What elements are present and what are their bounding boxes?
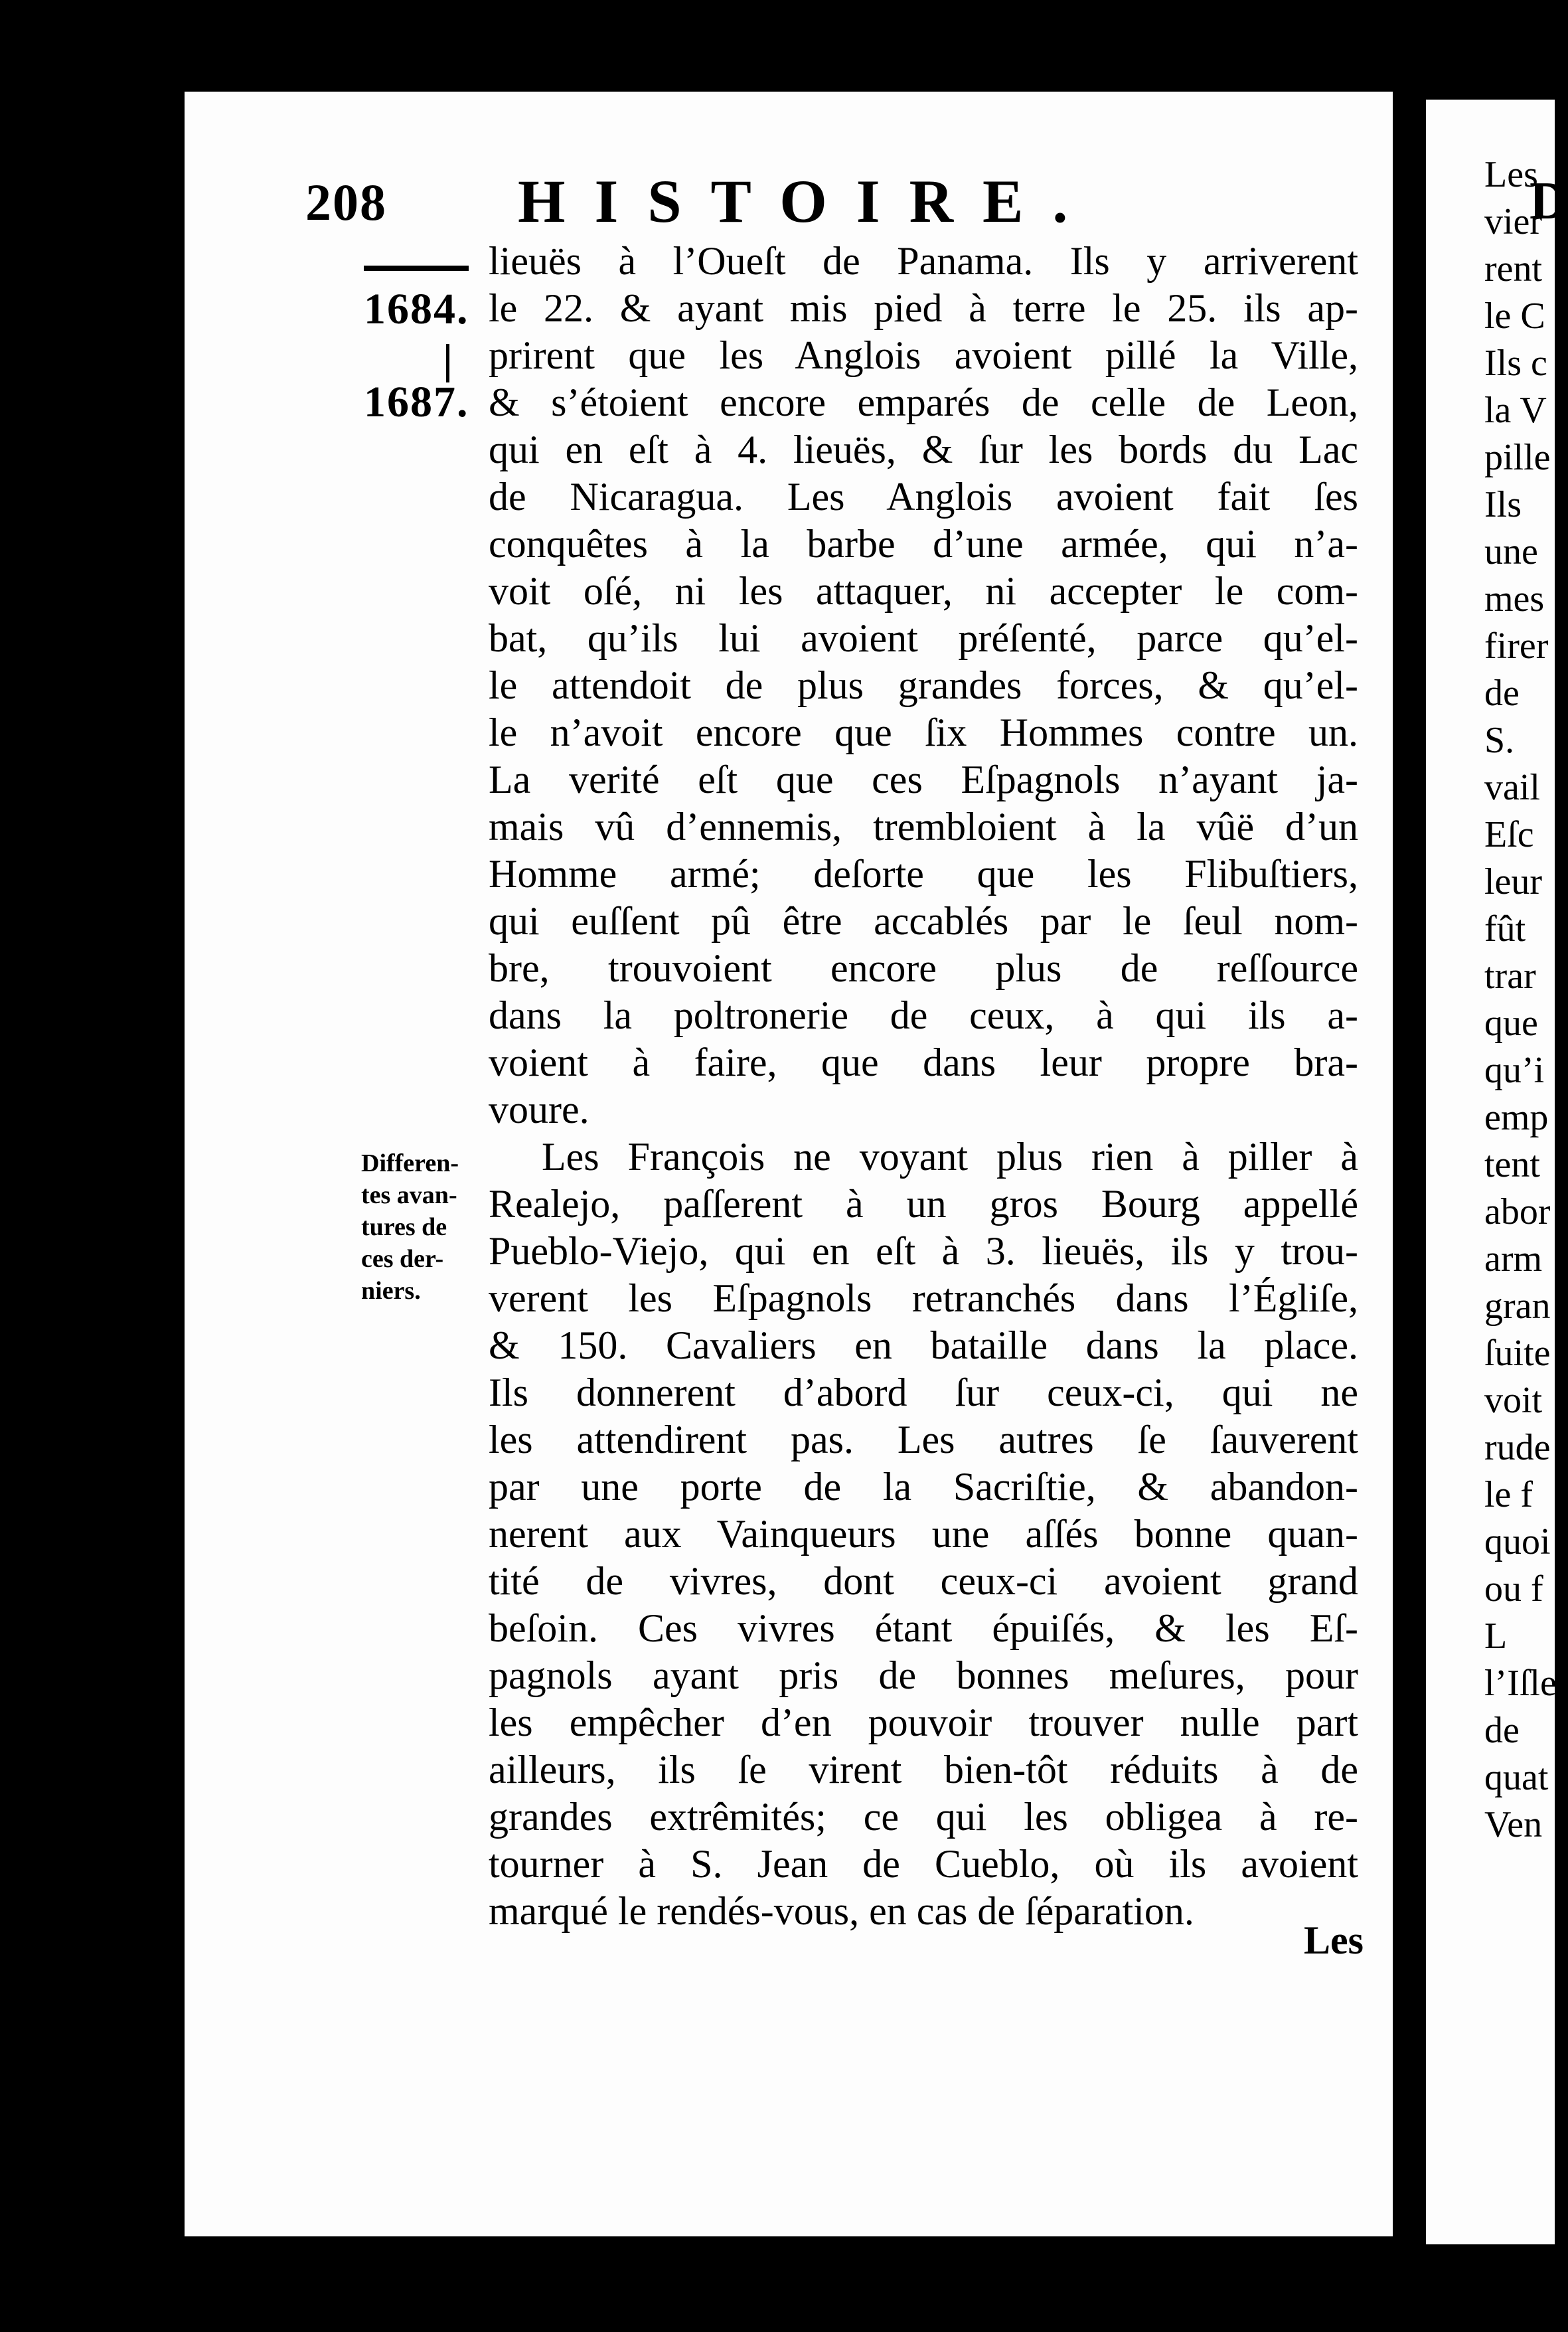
text-line: prirent que les Anglois avoient pillé la Ville, xyxy=(489,333,1358,377)
right-page-line: vier xyxy=(1484,201,1543,242)
text-line: bat, qu’ils lui avoient préſenté, parce qu’el- xyxy=(489,616,1358,660)
text-line: & s’étoient encore emparés de celle de Leon, xyxy=(489,380,1358,424)
text-line: nerent aux Vainqueurs une aſſés bonne quan- xyxy=(489,1512,1358,1556)
text-line: beſoin. Ces vivres étant épuiſés, & les Eſ- xyxy=(489,1606,1358,1650)
margin-note-line: tes avan- xyxy=(361,1181,457,1209)
text-line: voient à faire, que dans leur propre bra- xyxy=(489,1041,1358,1084)
text-line: qui euſſent pû être accablés par le ſeul nom- xyxy=(489,899,1358,943)
right-page-line: une xyxy=(1484,531,1538,572)
right-page-line: L xyxy=(1484,1616,1508,1657)
right-page-line: voit xyxy=(1484,1380,1543,1421)
catchword: Les xyxy=(1304,1918,1364,1962)
right-page-line: ou f xyxy=(1484,1568,1543,1610)
text-line: lieuës à l’Oueſt de Panama. Ils y arriverent xyxy=(489,239,1358,283)
text-line: Les François ne voyant plus rien à piller à xyxy=(542,1135,1358,1179)
text-line: mais vû d’ennemis, trembloient à la vûë d’un xyxy=(489,805,1358,849)
text-line: par une porte de la Sacriſtie, & abandon- xyxy=(489,1465,1358,1509)
right-page-head: D xyxy=(1529,172,1568,230)
right-page-line: S. xyxy=(1484,720,1515,761)
text-line: les empêcher d’en pouvoir trouver nulle part xyxy=(489,1701,1358,1744)
text-line: & 150. Cavaliers en bataille dans la place. xyxy=(489,1323,1358,1367)
right-page-line: quoi xyxy=(1484,1521,1551,1562)
margin-note-line: ces der- xyxy=(361,1245,444,1273)
right-page-text xyxy=(1484,151,1557,1849)
page-number: 208 xyxy=(305,173,387,231)
running-title: HISTOIRE. xyxy=(518,167,1097,235)
text-line: de Nicaragua. Les Anglois avoient fait ſes xyxy=(489,475,1358,519)
text-line: La verité eſt que ces Eſpagnols n’ayant ja- xyxy=(489,758,1358,801)
right-page-line: tent xyxy=(1484,1144,1540,1185)
year-rule xyxy=(364,266,469,271)
year-start: 1684. xyxy=(364,285,469,333)
text-line: le attendoit de plus grandes forces, & qu’el- xyxy=(489,663,1358,707)
right-page-line: que xyxy=(1484,1003,1538,1044)
text-line: Homme armé; deſorte que les Flibuſtiers, xyxy=(489,852,1358,896)
body-text xyxy=(489,238,1358,1935)
text-line: le n’avoit encore que ſix Hommes contre un. xyxy=(489,710,1358,754)
right-page-line: Les xyxy=(1484,154,1538,195)
right-page-line: gran xyxy=(1484,1286,1551,1327)
text-line: qui en eſt à 4. lieuës, & ſur les bords du Lac xyxy=(489,428,1358,471)
right-page-line: firer xyxy=(1484,625,1549,667)
right-page-line: Ven xyxy=(1484,1804,1543,1845)
text-line: Pueblo-Viejo, qui en eſt à 3. lieuës, ils y trou- xyxy=(489,1229,1358,1273)
right-page-line: le f xyxy=(1484,1474,1533,1515)
right-page-line: vail xyxy=(1484,767,1540,808)
right-page-line: la V xyxy=(1484,390,1547,431)
right-page-line: de xyxy=(1484,1710,1520,1751)
margin-note-line: Differen- xyxy=(361,1149,459,1177)
text-line: marqué le rendés-vous, en cas de ſéparation. xyxy=(489,1889,1194,1933)
text-line: tourner à S. Jean de Cueblo, où ils avoient xyxy=(489,1842,1358,1886)
right-page-line: arm xyxy=(1484,1238,1543,1280)
right-page-line: fût xyxy=(1484,908,1526,950)
right-page-line: Ils c xyxy=(1484,343,1547,384)
right-page-line: l’Iſle xyxy=(1484,1663,1557,1704)
text-line: Ils donnerent d’abord ſur ceux-ci, qui ne xyxy=(489,1371,1358,1414)
text-line: pagnols ayant pris de bonnes meſures, pour xyxy=(489,1653,1358,1697)
running-head xyxy=(305,166,1368,239)
margin-note-line: niers. xyxy=(361,1277,421,1305)
right-page-line: mes xyxy=(1484,578,1545,620)
text-line: dans la poltronerie de ceux, à qui ils a- xyxy=(489,993,1358,1037)
text-line: tité de vivres, dont ceux-ci avoient grand xyxy=(489,1559,1358,1603)
text-line: grandes extrêmités; ce qui les obligea à re- xyxy=(489,1795,1358,1839)
right-page-line: le C xyxy=(1484,295,1545,337)
margin-note xyxy=(361,1147,487,1307)
text-line: voure. xyxy=(489,1088,589,1131)
text-line: ailleurs, ils ſe virent bien-tôt réduits à de xyxy=(489,1748,1358,1791)
right-page-line: quat xyxy=(1484,1757,1549,1798)
text-line: voit oſé, ni les attaquer, ni accepter le com- xyxy=(489,569,1358,613)
right-page-line: rude xyxy=(1484,1427,1551,1468)
right-page-line: trar xyxy=(1484,956,1536,997)
right-page-line: leur xyxy=(1484,861,1543,902)
right-page-line: Ils xyxy=(1484,484,1522,525)
right-page-line: ſuite xyxy=(1484,1333,1551,1374)
margin-note-line: tures de xyxy=(361,1213,447,1241)
text-line: bre, trouvoient encore plus de reſſource xyxy=(489,946,1358,990)
year-end: 1687. xyxy=(364,378,469,426)
right-page-line: emp xyxy=(1484,1097,1549,1138)
right-page-line: abor xyxy=(1484,1191,1551,1232)
right-page-line: pille xyxy=(1484,437,1551,478)
text-line: conquêtes à la barbe d’une armée, qui n’a- xyxy=(489,522,1358,566)
right-page-line: de xyxy=(1484,673,1520,714)
right-page-line: qu’i xyxy=(1484,1050,1545,1091)
text-line: les attendirent pas. Les autres ſe ſauverent xyxy=(489,1418,1358,1461)
text-line: le 22. & ayant mis pied à terre le 25. ils ap- xyxy=(489,286,1358,330)
right-page-line: rent xyxy=(1484,248,1543,290)
right-page-line: Eſc xyxy=(1484,814,1534,855)
text-line: verent les Eſpagnols retranchés dans l’Égliſe, xyxy=(489,1276,1358,1320)
text-line: Realejo, paſſerent à un gros Bourg appellé xyxy=(489,1182,1358,1226)
